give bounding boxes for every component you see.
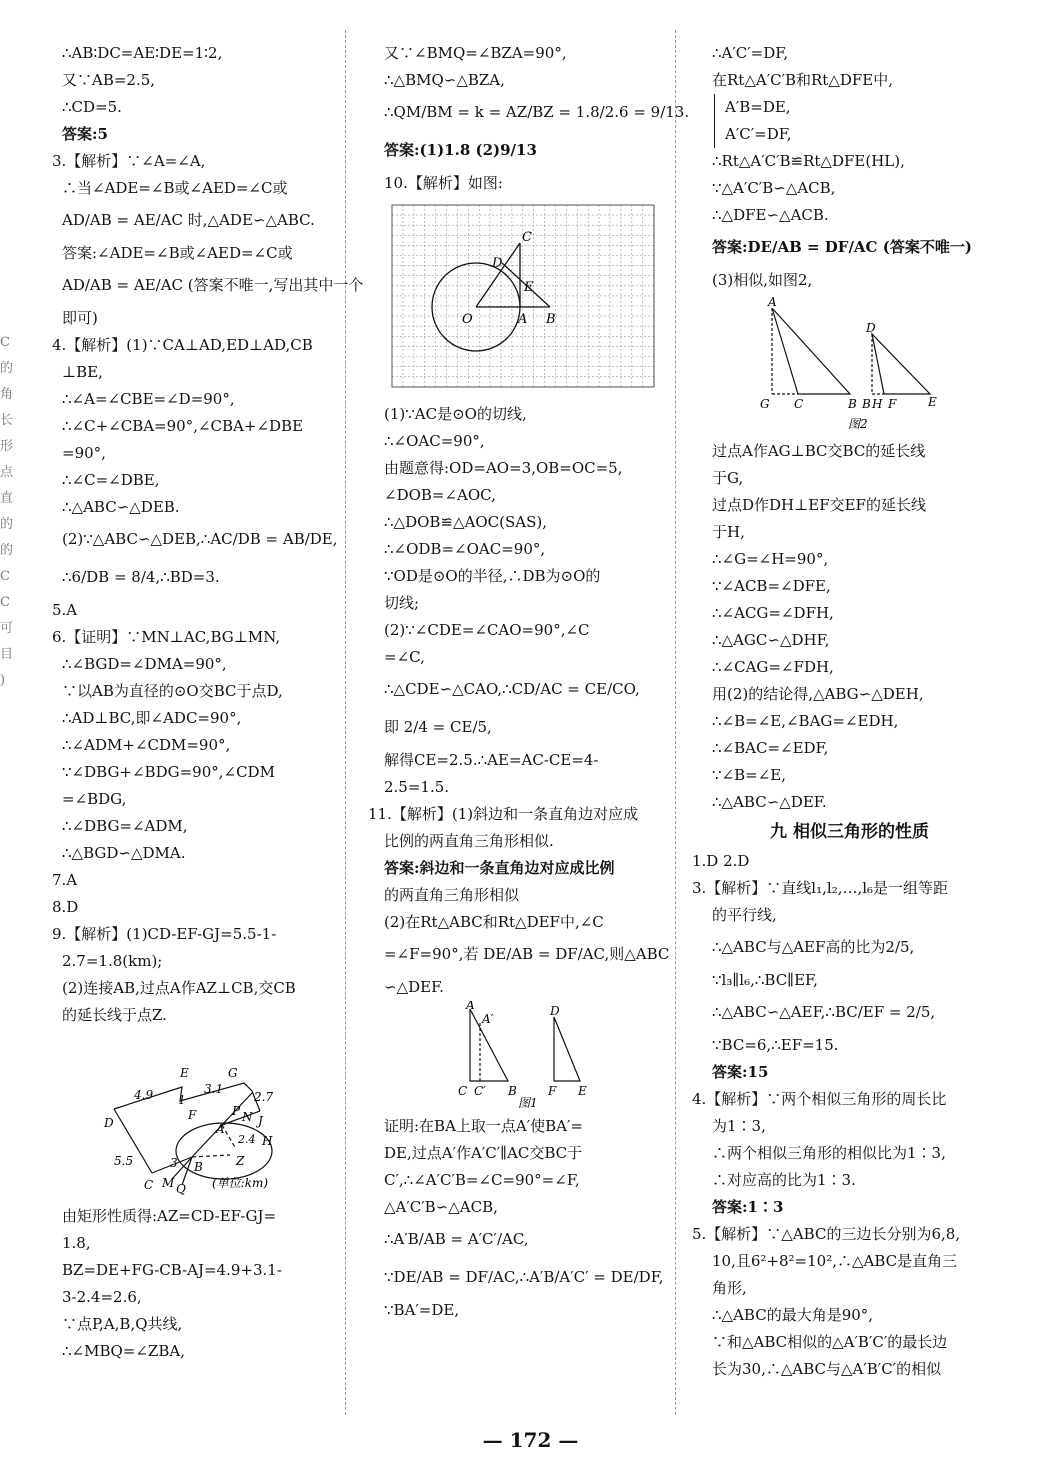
fraction-line: ∵DE/AB = DF/AC,∴A′B/A′C′ = DE/DF, — [384, 1268, 664, 1286]
figure-2-caption: 图2 — [848, 417, 868, 431]
text-line: ∴△ABC∽△DEB. — [62, 498, 180, 516]
question-3-heading: 3.【解析】∵直线l₁,l₂,…,l₆是一组等距 — [692, 879, 949, 897]
text-line: ∵△A′C′B∽△ACB, — [712, 179, 836, 197]
point-E: E — [578, 1084, 587, 1098]
edge-char: C — [0, 569, 10, 584]
text-line: ∴CD=5. — [62, 98, 122, 116]
label-2-4: 2.4 — [238, 1133, 256, 1146]
text-line: 由矩形性质得:AZ=CD-EF-GJ= — [62, 1207, 277, 1225]
column-divider-2 — [675, 30, 676, 1415]
fraction-line: ∴A′B/AB = A′C′/AC, — [384, 1230, 529, 1248]
question-3-heading: 3.【解析】∵∠A=∠A, — [52, 152, 206, 170]
text-line: 过点A作AG⊥BC交BC的延长线 — [712, 442, 926, 460]
edge-char: 可 — [0, 621, 14, 636]
question-4-heading: 4.【解析】∵两个相似三角形的周长比 — [692, 1090, 947, 1108]
question-10-heading: 10.【解析】如图: — [384, 174, 503, 192]
text-line: ∴∠B=∠E,∠BAG=∠EDH, — [712, 712, 899, 730]
fraction-line: ∴△CDE∽△CAO,∴CD/AC = CE/CO, — [384, 680, 640, 698]
text-line: ∴△AGC∽△DHF, — [712, 631, 830, 649]
question-5-heading: 5.【解析】∵△ABC的三边长分别为6,8, — [692, 1225, 961, 1243]
edge-remnant — [0, 330, 14, 694]
text-line: ∴∠A=∠CBE=∠D=90°, — [62, 390, 235, 408]
text-line: ∴△BGD∽△DMA. — [62, 844, 186, 862]
text-line: 证明:在BA上取一点A′使BA′= — [384, 1117, 583, 1135]
text-line: 又∵∠BMQ=∠BZA=90°, — [384, 44, 567, 62]
fraction-line: AD/AB = AE/AC 时,△ADE∽△ABC. — [62, 211, 315, 229]
text-line: C′,∴∠A′C′B=∠C=90°=∠F, — [384, 1171, 580, 1189]
text-line: ∴△DOB≌△AOC(SAS), — [384, 513, 547, 531]
text-line: ∵l₃∥l₆,∴BC∥EF, — [712, 971, 818, 989]
text-line: ∴∠MBQ=∠ZBA, — [62, 1342, 185, 1360]
label-5-5: 5.5 — [114, 1154, 134, 1168]
point-B: B — [848, 397, 857, 411]
edge-char: 目 — [0, 647, 14, 662]
text-line: 过点D作DH⊥EF交EF的延长线 — [712, 496, 926, 514]
question-6-heading: 6.【证明】∵MN⊥AC,BG⊥MN, — [52, 628, 281, 646]
text-line: ∴对应高的比为1∶3. — [712, 1171, 856, 1189]
text-line: 角形, — [712, 1279, 747, 1297]
text-line: ∵∠B=∠E, — [712, 766, 786, 784]
point-E: E — [180, 1066, 189, 1080]
fraction-line: =∠F=90°,若 DE/AB = DF/AC,则△ABC — [384, 945, 670, 963]
edge-char: 角 — [0, 387, 14, 402]
text-line: (2)在Rt△ABC和Rt△DEF中,∠C — [384, 913, 604, 931]
question-7-answer: 7.A — [52, 871, 78, 889]
answer-column-3 — [692, 40, 987, 1383]
text-line: ∴∠BGD=∠DMA=90°, — [62, 655, 227, 673]
text-line: ∴∠OAC=90°, — [384, 432, 485, 450]
question-4-heading: 4.【解析】(1)∵CA⊥AD,ED⊥AD,CB — [52, 336, 313, 354]
fraction-line: 即 2/4 = CE/5, — [384, 718, 492, 736]
text-line: BZ=DE+FG-CB-AJ=4.9+3.1- — [62, 1261, 282, 1279]
text-line: 即可) — [62, 309, 98, 327]
question-11-heading: 11.【解析】(1)斜边和一条直角边对应成 — [368, 805, 639, 823]
point-B: B — [546, 312, 556, 327]
text-line: 切线; — [384, 594, 420, 612]
text-line: (1)∵AC是⊙O的切线, — [384, 405, 527, 423]
text-line: ∴∠CAG=∠FDH, — [712, 658, 834, 676]
text-line: ∴AD⊥BC,即∠ADC=90°, — [62, 709, 242, 727]
point-A: A — [466, 1001, 475, 1012]
fraction-line: AD/AB = AE/AC (答案不唯一,写出其中一个 — [62, 276, 364, 294]
text-line: ∴∠C=∠DBE, — [62, 471, 160, 489]
point-C: C — [794, 397, 804, 411]
text-line: 又∵AB=2.5, — [62, 71, 156, 89]
text-line: ⊥BE, — [62, 363, 103, 381]
point-G: G — [760, 397, 770, 411]
text-line: ∵BA′=DE, — [384, 1301, 460, 1319]
text-line: ∵点P,A,B,Q共线, — [62, 1315, 183, 1333]
answer-line: 答案:5 — [62, 125, 108, 143]
text-line: 为1∶3, — [712, 1117, 766, 1135]
figure-q10-grid — [384, 197, 662, 397]
fraction-line: (2)∵△ABC∽△DEB,∴AC/DB = AB/DE, — [62, 530, 338, 548]
point-F: F — [188, 1108, 197, 1122]
label-3: 3 — [170, 1156, 178, 1170]
point-P: P — [232, 1104, 241, 1118]
text-line: ∴当∠ADE=∠B或∠AED=∠C或 — [62, 179, 288, 197]
edge-char: 的 — [0, 543, 14, 558]
text-line: 由题意得:OD=AO=3,OB=OC=5, — [384, 459, 623, 477]
point-B: B — [194, 1160, 203, 1174]
text-line: ∵∠DBG+∠BDG=90°,∠CDM — [62, 763, 275, 781]
point-G: G — [228, 1066, 238, 1080]
text-line: ∴△BMQ∽△BZA, — [384, 71, 505, 89]
text-line: ∽△DEF. — [384, 978, 444, 996]
text-line: ∴△ABC的最大角是90°, — [712, 1306, 874, 1324]
point-D: D — [104, 1116, 114, 1130]
text-line: =∠C, — [384, 648, 425, 666]
point-J: J — [258, 1114, 263, 1128]
text-line: 2.7=1.8(km); — [62, 952, 163, 970]
edge-char: 的 — [0, 361, 14, 376]
text-line: ∴∠C+∠CBA=90°,∠CBA+∠DBE — [62, 417, 304, 435]
point-A: A — [768, 295, 777, 309]
text-line: 用(2)的结论得,△ABG∽△DEH, — [712, 685, 924, 703]
column-divider-1 — [345, 30, 346, 1415]
system-line: A′C′=DF, — [714, 121, 987, 148]
text-line: 3-2.4=2.6, — [62, 1288, 142, 1306]
section-title: 九 相似三角形的性质 — [770, 822, 929, 842]
text-line: ∴△DFE∽△ACB. — [712, 206, 829, 224]
point-Q: Q — [176, 1182, 186, 1196]
text-line: ∴∠ACG=∠DFH, — [712, 604, 834, 622]
text-line: DE,过点A′作A′C′∥AC交BC于 — [384, 1144, 583, 1162]
edge-char: C — [0, 335, 10, 350]
point-Z: Z — [236, 1154, 245, 1168]
fraction-line: ∴△ABC与△AEF高的比为2/5, — [712, 938, 915, 956]
text-line: 的两直角三角形相似 — [384, 886, 520, 904]
text-line: ∴∠ADM+∠CDM=90°, — [62, 736, 231, 754]
answer-column-2 — [368, 40, 690, 1324]
figure-1 — [384, 1001, 662, 1109]
answer-column-1 — [52, 40, 364, 1365]
label-4-9: 4.9 — [134, 1088, 154, 1102]
point-B: B — [508, 1084, 517, 1098]
text-line: =∠BDG, — [62, 790, 127, 808]
text-line: ∵以AB为直径的⊙O交BC于点D, — [62, 682, 283, 700]
text-line: 比例的两直角三角形相似. — [384, 832, 554, 850]
point-A: A — [518, 312, 528, 327]
text-line: ∴△ABC∽△DEF. — [712, 793, 827, 811]
text-line: ∴∠G=∠H=90°, — [712, 550, 829, 568]
question-5-answer: 5.A — [52, 601, 78, 619]
figure-q9 — [52, 1029, 337, 1199]
label-1: 1 — [178, 1093, 186, 1107]
unit-label: (单位:km) — [212, 1176, 269, 1190]
text-line: ∵OD是⊙O的半径,∴DB为⊙O的 — [384, 567, 601, 585]
text-line: (2)连接AB,过点A作AZ⊥CB,交CB — [62, 979, 296, 997]
point-C: C — [458, 1084, 468, 1098]
point-B: B — [862, 397, 871, 411]
text-line: ∠DOB=∠AOC, — [384, 486, 496, 504]
point-C-prime: C′ — [474, 1084, 486, 1098]
text-line: 于H, — [712, 523, 745, 541]
answer-line: 答案:(1)1.8 (2)9/13 — [384, 141, 537, 159]
edge-char: 点 — [0, 465, 14, 480]
fraction-line: ∴QM/BM = k = AZ/BZ = 1.8/2.6 = 9/13. — [384, 103, 690, 121]
text-line: 2.5=1.5. — [384, 778, 450, 796]
point-C: C — [522, 230, 532, 245]
fraction-line: ∴△ABC∽△AEF,∴BC/EF = 2/5, — [712, 1003, 936, 1021]
text-line: ∵和△ABC相似的△A′B′C′的最长边 — [712, 1333, 948, 1351]
edge-char: ) — [0, 673, 6, 688]
text-line: ∴∠BAC=∠EDF, — [712, 739, 829, 757]
point-D: D — [550, 1004, 560, 1018]
point-D: D — [866, 321, 876, 335]
answer-line: 答案:∠ADE=∠B或∠AED=∠C或 — [62, 244, 293, 262]
fraction-line: ∴6/DB = 8/4,∴BD=3. — [62, 568, 220, 586]
text-line: ∴∠ODB=∠OAC=90°, — [384, 540, 546, 558]
text-line: =90°, — [62, 444, 106, 462]
text-line: ∴∠DBG=∠ADM, — [62, 817, 188, 835]
label-3-1: 3.1 — [204, 1082, 224, 1096]
text-line: (2)∵∠CDE=∠CAO=90°,∠C — [384, 621, 590, 639]
text-line: ∴A′C′=DF, — [712, 44, 789, 62]
text-line: ∴两个相似三角形的相似比为1∶3, — [712, 1144, 946, 1162]
text-line: 于G, — [712, 469, 744, 487]
point-D: D — [492, 256, 503, 271]
answer-line: 答案:DE/AB = DF/AC (答案不唯一) — [712, 238, 972, 256]
answer-line: 1.D 2.D — [692, 852, 750, 870]
edge-char: C — [0, 595, 10, 610]
point-F: F — [888, 397, 897, 411]
label-2-7: 2.7 — [254, 1090, 274, 1104]
text-line: 的平行线, — [712, 906, 777, 924]
point-O: O — [462, 312, 473, 327]
edge-char: 的 — [0, 517, 14, 532]
point-M: M — [162, 1176, 175, 1190]
figure-2 — [712, 294, 987, 434]
text-line: 在Rt△A′C′B和Rt△DFE中, — [712, 71, 894, 89]
figure-1-caption: 图1 — [518, 1096, 538, 1109]
text-line: ∴AB∶DC=AE∶DE=1∶2, — [62, 44, 223, 62]
answer-line: 答案:1∶3 — [712, 1198, 784, 1216]
question-9-heading: 9.【解析】(1)CD-EF-GJ=5.5-1- — [52, 925, 277, 943]
page-number: — 172 — — [482, 1428, 579, 1452]
answer-line: 答案:斜边和一条直角边对应成比例 — [384, 859, 615, 877]
text-line: 解得CE=2.5.∴AE=AC-CE=4- — [384, 751, 599, 769]
point-C: C — [144, 1178, 154, 1192]
point-A-prime: A′ — [482, 1012, 494, 1026]
system-line: A′B=DE, — [714, 94, 987, 121]
point-A: A — [216, 1122, 225, 1136]
text-line: ∵BC=6,∴EF=15. — [712, 1036, 839, 1054]
edge-char: 直 — [0, 491, 14, 506]
text-line: △A′C′B∽△ACB, — [384, 1198, 498, 1216]
point-H: H — [262, 1134, 273, 1148]
question-8-answer: 8.D — [52, 898, 79, 916]
edge-char: 形 — [0, 439, 14, 454]
text-line: 长为30,∴△ABC与△A′B′C′的相似 — [712, 1360, 942, 1378]
text-line: 10,且6²+8²=10²,∴△ABC是直角三 — [712, 1252, 958, 1270]
text-line: ∴Rt△A′C′B≌Rt△DFE(HL), — [712, 152, 905, 170]
point-N: N — [242, 1110, 253, 1124]
point-E: E — [928, 395, 937, 409]
text-line: ∵∠ACB=∠DFE, — [712, 577, 831, 595]
text-line: (3)相似,如图2, — [712, 271, 813, 289]
point-H: H — [872, 397, 883, 411]
text-line: 1.8, — [62, 1234, 91, 1252]
point-E: E — [524, 280, 534, 295]
text-line: 的延长线于点Z. — [62, 1006, 167, 1024]
edge-char: 长 — [0, 413, 14, 428]
point-F: F — [548, 1084, 557, 1098]
answer-line: 答案:15 — [712, 1063, 769, 1081]
